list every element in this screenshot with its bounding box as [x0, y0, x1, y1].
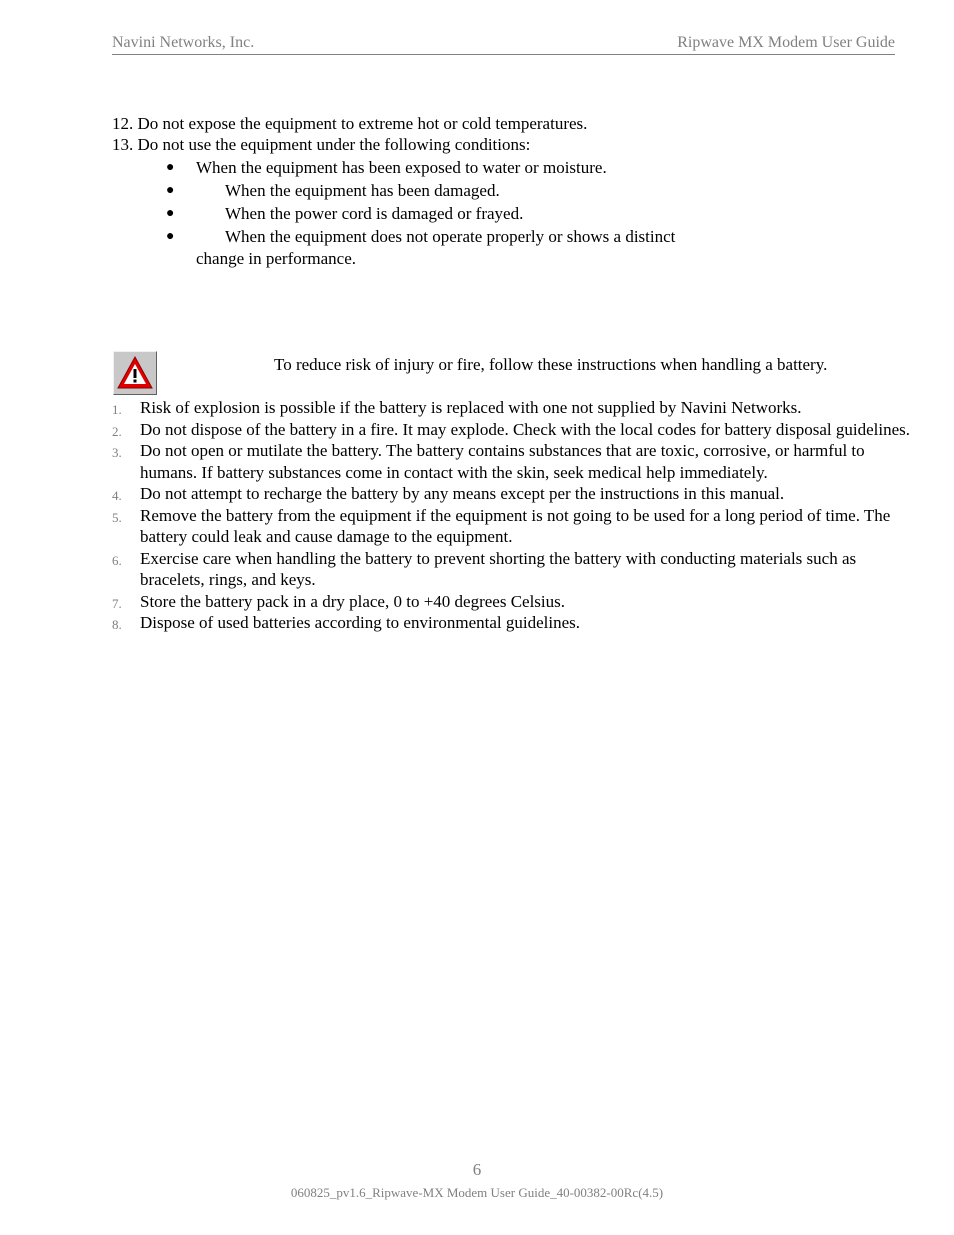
item-text: Store the battery pack in a dry place, 0 to +40 degrees Celsius. [140, 591, 566, 611]
battery-instructions-list [112, 397, 912, 634]
condition-text: When the equipment does not operate properly or shows a distinct [225, 227, 676, 246]
condition-text: When the power cord is damaged or frayed. [225, 204, 524, 223]
footer-doc-id: 060825_pv1.6_Ripwave-MX Modem User Guide_40-00382-00Rc(4.5) [290, 1185, 664, 1200]
item-text: Remove the battery from the equipment if the equipment is not going to be used for a long period of time. The battery could leak and cause damage to the equipment. [140, 505, 891, 546]
item-number: 4. [112, 488, 122, 503]
item-number: 8. [112, 617, 122, 632]
list-item [112, 440, 912, 483]
bullet-icon: ● [166, 206, 175, 221]
item-number: 3. [112, 445, 122, 460]
list-item [112, 483, 912, 505]
item-number: 6. [112, 552, 122, 568]
item-text: Exercise care when handling the battery to prevent shorting the battery with conducting materials such as bracelets, rings, and keys. [140, 548, 857, 589]
item-text: Do not dispose of the battery in a fire. It may explode. Check with the local codes for battery disposal guidelines. [140, 419, 910, 439]
item-number: 7. [112, 595, 122, 611]
list-item [112, 505, 912, 548]
list-item [112, 397, 912, 419]
header-title: Ripwave MX Modem User Guide [677, 34, 895, 51]
page-number: 6 [472, 1160, 482, 1179]
condition-text: When the equipment has been exposed to water or moisture. [196, 158, 607, 177]
item-text: Dispose of used batteries according to environmental guidelines. [140, 613, 580, 632]
warning-text: To reduce risk of injury or fire, follow these instructions when handling a battery. [274, 355, 828, 374]
page-header [112, 34, 895, 55]
bullet-icon: ● [166, 229, 175, 244]
item-number: 2. [112, 423, 122, 439]
list-item [112, 612, 912, 634]
bullet-icon: ● [166, 183, 175, 198]
header-company: Navini Networks, Inc. [112, 34, 255, 51]
bullet-icon: ● [166, 160, 175, 175]
item-text: Risk of explosion is possible if the battery is replaced with one not supplied by Navini Networks. [140, 398, 802, 417]
warning-triangle-icon [113, 351, 157, 395]
list-item [112, 591, 912, 613]
item-12: 12. Do not expose the equipment to extreme hot or cold temperatures. [112, 114, 588, 133]
list-item [112, 419, 912, 441]
list-item [112, 548, 912, 591]
condition-text: When the equipment has been damaged. [225, 181, 500, 200]
item-text: Do not attempt to recharge the battery by any means except per the instructions in this manual. [140, 484, 785, 503]
item-number: 1. [112, 402, 122, 417]
item-number: 5. [112, 509, 122, 525]
item-13: 13. Do not use the equipment under the following conditions: [112, 135, 531, 154]
item-text: Do not open or mutilate the battery. The battery contains substances that are toxic, corrosive, or harmful to humans. If battery substances come in contact with the skin, seek medical help immediately. [140, 441, 865, 482]
condition-continuation: change in performance. [196, 249, 356, 268]
